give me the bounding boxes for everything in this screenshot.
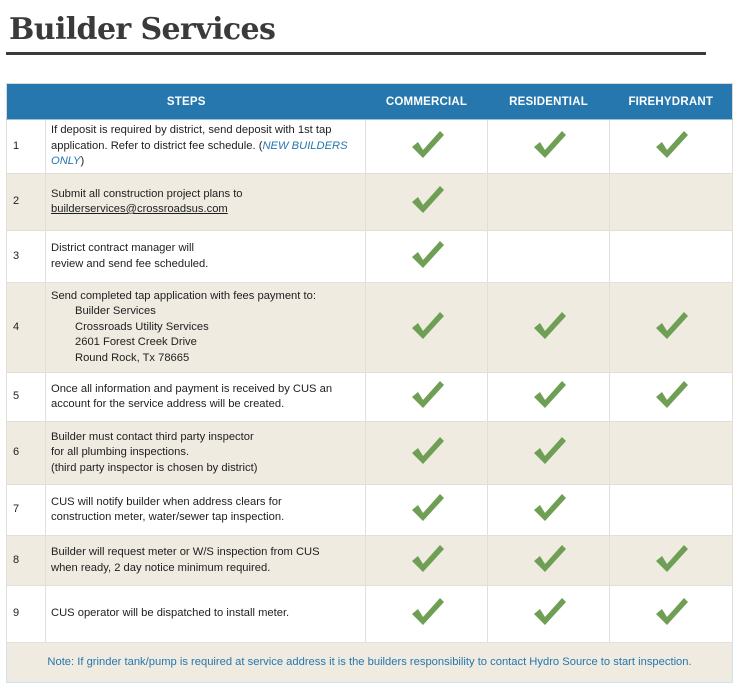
firehydrant-cell — [610, 283, 733, 373]
table-row — [7, 120, 733, 174]
step-description — [46, 422, 366, 485]
checkmark-icon — [409, 308, 445, 342]
checkmark-icon — [409, 541, 445, 575]
step-number: 2 — [7, 174, 46, 231]
commercial-cell — [366, 536, 488, 586]
firehydrant-cell — [610, 586, 733, 643]
residential-cell — [488, 174, 610, 231]
header-steps: STEPS — [7, 84, 366, 120]
checkmark-icon — [409, 433, 445, 467]
step-text-line3: (third party inspector is chosen by district) — [51, 461, 258, 474]
commercial-cell — [366, 373, 488, 422]
title-divider — [6, 52, 706, 55]
firehydrant-cell — [610, 373, 733, 422]
residential-cell — [488, 120, 610, 174]
checkmark-icon — [653, 594, 689, 628]
commercial-cell — [366, 422, 488, 485]
address-line: Builder Services — [75, 305, 156, 318]
step-text-line1: District contract manager will — [51, 242, 194, 254]
step-number: 4 — [7, 283, 46, 373]
checkmark-icon — [531, 433, 567, 467]
table-row — [7, 174, 733, 231]
step-description — [46, 485, 366, 536]
step-text-line2: account for the service address will be created. — [51, 398, 285, 410]
commercial-cell — [366, 174, 488, 231]
step-number: 8 — [7, 536, 46, 586]
residential-cell — [488, 485, 610, 536]
builder-steps-table — [6, 83, 733, 683]
residential-cell — [488, 422, 610, 485]
step-number: 1 — [7, 120, 46, 174]
step-text-line2: when ready, 2 day notice minimum required. — [51, 561, 271, 574]
residential-cell — [488, 536, 610, 586]
checkmark-icon — [531, 594, 567, 628]
firehydrant-cell — [610, 422, 733, 485]
note-row — [7, 643, 733, 683]
step-description — [46, 283, 366, 373]
table-row — [7, 231, 733, 283]
checkmark-icon — [653, 541, 689, 575]
table-row — [7, 536, 733, 586]
step-number: 7 — [7, 485, 46, 536]
residential-cell — [488, 373, 610, 422]
table-header-row — [7, 84, 733, 120]
checkmark-icon — [531, 308, 567, 342]
step-number: 6 — [7, 422, 46, 485]
commercial-cell — [366, 586, 488, 643]
step-text-line2: construction meter, water/sewer tap inspection. — [51, 511, 285, 523]
step-text-line1: CUS will notify builder when address clears for — [51, 495, 282, 508]
step-number: 5 — [7, 373, 46, 422]
table-row — [7, 283, 733, 373]
checkmark-icon — [653, 127, 689, 161]
residential-cell — [488, 283, 610, 373]
step-text: Submit all construction project plans to — [51, 187, 243, 200]
commercial-cell — [366, 485, 488, 536]
grinder-pump-note: Note: If grinder tank/pump is required at service address it is the builders responsibility to contact Hydro Source to start inspection. — [7, 643, 733, 683]
firehydrant-cell — [610, 120, 733, 174]
new-builders-only-note: NEW BUILDERS ONLY — [51, 139, 348, 168]
firehydrant-cell — [610, 231, 733, 283]
commercial-cell — [366, 120, 488, 174]
firehydrant-cell — [610, 536, 733, 586]
step-text: Send completed tap application with fees payment to: — [51, 289, 316, 302]
step-text-line2: review and send fee scheduled. — [51, 257, 209, 270]
checkmark-icon — [531, 490, 567, 524]
checkmark-icon — [531, 127, 567, 161]
header-commercial: COMMERCIAL — [366, 84, 488, 120]
commercial-cell — [366, 283, 488, 373]
step-text: CUS operator will be dispatched to install meter. — [51, 607, 290, 620]
step-text: If deposit is required by district, send deposit with 1st tap application. Refer to district fee schedule. ( — [51, 124, 332, 152]
page-title: Builder Services — [9, 12, 276, 47]
builder-services-email-link[interactable]: builderservices@crossroadsus.com — [51, 203, 228, 215]
commercial-cell — [366, 231, 488, 283]
table-row — [7, 422, 733, 485]
checkmark-icon — [409, 377, 445, 411]
header-residential: RESIDENTIAL — [488, 84, 610, 120]
step-number: 9 — [7, 586, 46, 643]
step-description — [46, 536, 366, 586]
checkmark-icon — [653, 377, 689, 411]
step-text-line2: for all plumbing inspections. — [51, 446, 190, 459]
step-text-line1: Builder must contact third party inspector — [51, 430, 254, 443]
checkmark-icon — [409, 594, 445, 628]
checkmark-icon — [409, 127, 445, 161]
step-text-end: ) — [80, 155, 85, 168]
step-description — [46, 586, 366, 643]
checkmark-icon — [531, 377, 567, 411]
checkmark-icon — [531, 541, 567, 575]
checkmark-icon — [409, 237, 445, 271]
table-row — [7, 586, 733, 643]
step-text-line1: Once all information and payment is received by CUS an — [51, 382, 333, 395]
checkmark-icon — [653, 308, 689, 342]
table-row — [7, 485, 733, 536]
address-line: 2601 Forest Creek Drive — [75, 336, 197, 349]
checkmark-icon — [409, 490, 445, 524]
step-text-line1: Builder will request meter or W/S inspection from CUS — [51, 546, 320, 558]
step-description — [46, 231, 366, 283]
address-line: Crossroads Utility Services — [75, 320, 209, 333]
table-row — [7, 373, 733, 422]
step-description — [46, 174, 366, 231]
step-number: 3 — [7, 231, 46, 283]
residential-cell — [488, 231, 610, 283]
checkmark-icon — [409, 182, 445, 216]
step-description — [46, 373, 366, 422]
step-description — [46, 120, 366, 174]
firehydrant-cell — [610, 174, 733, 231]
residential-cell — [488, 586, 610, 643]
header-firehydrant: FIREHYDRANT — [610, 84, 733, 120]
firehydrant-cell — [610, 485, 733, 536]
address-line: Round Rock, Tx 78665 — [75, 351, 190, 364]
